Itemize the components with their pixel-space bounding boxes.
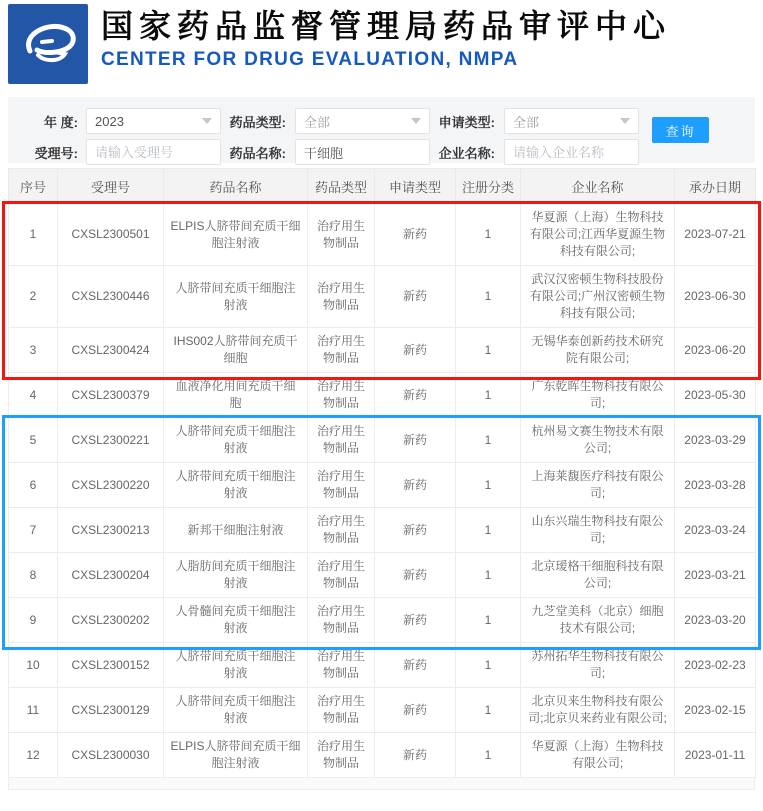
table-row[interactable] bbox=[9, 688, 756, 733]
cell-drug-type: 治疗用生物制品 bbox=[308, 328, 375, 373]
cell-index: 5 bbox=[9, 418, 58, 463]
apply-type-select[interactable] bbox=[504, 108, 639, 134]
cell-drug-type: 治疗用生物制品 bbox=[308, 204, 375, 266]
acceptance-no-label: 受理号: bbox=[34, 145, 78, 161]
drug-type-label: 药品类型: bbox=[229, 114, 286, 130]
cell-acceptance-no: CXSL2300152 bbox=[58, 643, 164, 688]
cell-drug-type: 治疗用生物制品 bbox=[308, 266, 375, 328]
cell-accept-date: 2023-03-28 bbox=[675, 463, 756, 508]
cell-apply-type: 新药 bbox=[375, 328, 456, 373]
cell-drug-type: 治疗用生物制品 bbox=[308, 688, 375, 733]
drug-type-select-value: 全部 bbox=[304, 114, 331, 130]
drug-type-select[interactable] bbox=[295, 108, 430, 134]
table-header-row bbox=[9, 169, 756, 204]
cell-reg-class: 1 bbox=[456, 373, 521, 418]
year-select-value: 2023 bbox=[95, 113, 124, 129]
cell-company: 北京瑷格干细胞科技有限公司; bbox=[521, 553, 675, 598]
cell-acceptance-no: CXSL2300129 bbox=[58, 688, 164, 733]
cell-drug-type: 治疗用生物制品 bbox=[308, 418, 375, 463]
cell-accept-date: 2023-01-11 bbox=[675, 733, 756, 778]
table-row[interactable] bbox=[9, 266, 756, 328]
cell-apply-type: 新药 bbox=[375, 204, 456, 266]
col-header-index: 序号 bbox=[9, 169, 58, 204]
cell-acceptance-no: CXSL2300379 bbox=[58, 373, 164, 418]
cell-drug-type: 治疗用生物制品 bbox=[308, 553, 375, 598]
cell-company: 上海莱馥医疗科技有限公司; bbox=[521, 463, 675, 508]
apply-type-select-value: 全部 bbox=[513, 114, 540, 130]
masthead-titles bbox=[101, 4, 671, 71]
cell-apply-type: 新药 bbox=[375, 373, 456, 418]
cell-index: 2 bbox=[9, 266, 58, 328]
results-table bbox=[8, 168, 756, 778]
cell-acceptance-no: CXSL2300424 bbox=[58, 328, 164, 373]
cell-drug-name: 新邦干细胞注射液 bbox=[164, 508, 308, 553]
col-header-reg-class: 注册分类 bbox=[456, 169, 521, 204]
chevron-down-icon bbox=[202, 118, 212, 124]
results-table-wrap bbox=[8, 168, 755, 778]
cell-apply-type: 新药 bbox=[375, 733, 456, 778]
cell-reg-class: 1 bbox=[456, 463, 521, 508]
cell-drug-name: 人脐带间充质干细胞注射液 bbox=[164, 266, 308, 328]
cell-index: 9 bbox=[9, 598, 58, 643]
cell-company: 杭州易文赛生物技术有限公司; bbox=[521, 418, 675, 463]
cell-apply-type: 新药 bbox=[375, 508, 456, 553]
table-row[interactable] bbox=[9, 553, 756, 598]
cell-company: 北京贝来生物科技有限公司;北京贝来药业有限公司; bbox=[521, 688, 675, 733]
cell-reg-class: 1 bbox=[456, 328, 521, 373]
cell-drug-name: 人脐带间充质干细胞注射液 bbox=[164, 418, 308, 463]
cell-accept-date: 2023-03-24 bbox=[675, 508, 756, 553]
company-name-input[interactable] bbox=[504, 139, 639, 165]
table-row[interactable] bbox=[9, 418, 756, 463]
apply-type-label: 申请类型: bbox=[438, 114, 495, 130]
cell-reg-class: 1 bbox=[456, 553, 521, 598]
table-row[interactable] bbox=[9, 508, 756, 553]
cell-drug-name: IHS002人脐带间充质干细胞 bbox=[164, 328, 308, 373]
table-row[interactable] bbox=[9, 328, 756, 373]
cell-drug-name: 血液净化用间充质干细胞 bbox=[164, 373, 308, 418]
cell-acceptance-no: CXSL2300220 bbox=[58, 463, 164, 508]
cell-drug-name: 人脐带间充质干细胞注射液 bbox=[164, 463, 308, 508]
cell-reg-class: 1 bbox=[456, 598, 521, 643]
cell-acceptance-no: CXSL2300213 bbox=[58, 508, 164, 553]
cell-reg-class: 1 bbox=[456, 688, 521, 733]
cde-logo[interactable] bbox=[8, 4, 88, 84]
cell-acceptance-no: CXSL2300221 bbox=[58, 418, 164, 463]
cell-reg-class: 1 bbox=[456, 418, 521, 463]
cell-index: 10 bbox=[9, 643, 58, 688]
col-header-drug-type: 药品类型 bbox=[308, 169, 375, 204]
cell-accept-date: 2023-03-29 bbox=[675, 418, 756, 463]
cell-acceptance-no: CXSL2300501 bbox=[58, 204, 164, 266]
cell-drug-name: 人脐带间充质干细胞注射液 bbox=[164, 643, 308, 688]
cell-company: 无锡华泰创新药技术研究院有限公司; bbox=[521, 328, 675, 373]
cell-reg-class: 1 bbox=[456, 204, 521, 266]
cell-accept-date: 2023-07-21 bbox=[675, 204, 756, 266]
search-row-1 bbox=[26, 108, 755, 134]
cell-index: 4 bbox=[9, 373, 58, 418]
cell-acceptance-no: CXSL2300204 bbox=[58, 553, 164, 598]
site-masthead bbox=[0, 0, 763, 97]
cell-company: 华夏源（上海）生物科技有限公司;江西华夏源生物科技有限公司; bbox=[521, 204, 675, 266]
chevron-down-icon bbox=[620, 118, 630, 124]
cell-index: 12 bbox=[9, 733, 58, 778]
cell-apply-type: 新药 bbox=[375, 598, 456, 643]
acceptance-no-input[interactable] bbox=[86, 139, 221, 165]
drug-name-input[interactable] bbox=[295, 139, 430, 165]
table-row[interactable] bbox=[9, 643, 756, 688]
cell-drug-type: 治疗用生物制品 bbox=[308, 463, 375, 508]
cell-acceptance-no: CXSL2300446 bbox=[58, 266, 164, 328]
cell-accept-date: 2023-06-30 bbox=[675, 266, 756, 328]
cell-drug-type: 治疗用生物制品 bbox=[308, 508, 375, 553]
table-row[interactable] bbox=[9, 598, 756, 643]
search-panel bbox=[8, 97, 755, 163]
site-title-cn: 国家药品监督管理局药品审评中心 bbox=[101, 8, 672, 44]
cell-drug-type: 治疗用生物制品 bbox=[308, 733, 375, 778]
cell-drug-name: ELPIS人脐带间充质干细胞注射液 bbox=[164, 204, 308, 266]
cell-drug-type: 治疗用生物制品 bbox=[308, 373, 375, 418]
chevron-down-icon bbox=[411, 118, 421, 124]
cell-apply-type: 新药 bbox=[375, 463, 456, 508]
company-name-label: 企业名称: bbox=[438, 145, 495, 161]
cell-apply-type: 新药 bbox=[375, 643, 456, 688]
cell-accept-date: 2023-05-30 bbox=[675, 373, 756, 418]
col-header-drug-name: 药品名称 bbox=[164, 169, 308, 204]
drug-name-label: 药品名称: bbox=[229, 145, 286, 161]
cell-reg-class: 1 bbox=[456, 733, 521, 778]
cell-drug-name: ELPIS人脐带间充质干细胞注射液 bbox=[164, 733, 308, 778]
cell-index: 7 bbox=[9, 508, 58, 553]
year-select[interactable] bbox=[86, 108, 221, 134]
cell-reg-class: 1 bbox=[456, 508, 521, 553]
cell-index: 3 bbox=[9, 328, 58, 373]
cell-company: 华夏源（上海）生物科技有限公司; bbox=[521, 733, 675, 778]
cell-apply-type: 新药 bbox=[375, 688, 456, 733]
search-button[interactable]: 查询 bbox=[652, 117, 709, 143]
cell-drug-type: 治疗用生物制品 bbox=[308, 643, 375, 688]
cell-index: 1 bbox=[9, 204, 58, 266]
col-header-company: 企业名称 bbox=[521, 169, 675, 204]
cell-accept-date: 2023-02-23 bbox=[675, 643, 756, 688]
cell-index: 6 bbox=[9, 463, 58, 508]
table-row[interactable] bbox=[9, 204, 756, 266]
cell-index: 11 bbox=[9, 688, 58, 733]
table-row[interactable] bbox=[9, 373, 756, 418]
table-row[interactable] bbox=[9, 733, 756, 778]
cell-company: 山东兴瑞生物科技有限公司; bbox=[521, 508, 675, 553]
cell-index: 8 bbox=[9, 553, 58, 598]
cell-company: 九芝堂美科（北京）细胞技术有限公司; bbox=[521, 598, 675, 643]
col-header-acceptance-no: 受理号 bbox=[58, 169, 164, 204]
site-title-en: CENTER FOR DRUG EVALUATION, NMPA bbox=[101, 49, 519, 70]
year-label: 年 度: bbox=[44, 114, 78, 130]
cell-company: 苏州拓华生物科技有限公司; bbox=[521, 643, 675, 688]
cell-reg-class: 1 bbox=[456, 266, 521, 328]
cell-drug-name: 人脐带间充质干细胞注射液 bbox=[164, 688, 308, 733]
search-row-2 bbox=[26, 139, 755, 165]
cell-acceptance-no: CXSL2300030 bbox=[58, 733, 164, 778]
cell-accept-date: 2023-06-20 bbox=[675, 328, 756, 373]
cell-apply-type: 新药 bbox=[375, 553, 456, 598]
cell-accept-date: 2023-03-21 bbox=[675, 553, 756, 598]
col-header-accept-date: 承办日期 bbox=[675, 169, 756, 204]
cell-acceptance-no: CXSL2300202 bbox=[58, 598, 164, 643]
cell-drug-type: 治疗用生物制品 bbox=[308, 598, 375, 643]
cell-apply-type: 新药 bbox=[375, 266, 456, 328]
cell-drug-name: 人脂肪间充质干细胞注射液 bbox=[164, 553, 308, 598]
cell-reg-class: 1 bbox=[456, 643, 521, 688]
cell-company: 广东乾晖生物科技有限公司; bbox=[521, 373, 675, 418]
table-row[interactable] bbox=[9, 463, 756, 508]
cell-apply-type: 新药 bbox=[375, 418, 456, 463]
col-header-apply-type: 申请类型 bbox=[375, 169, 456, 204]
partial-next-row bbox=[8, 778, 755, 790]
cell-accept-date: 2023-02-15 bbox=[675, 688, 756, 733]
logo-background bbox=[8, 4, 88, 84]
cell-company: 武汉汉密顿生物科技股份有限公司;广州汉密顿生物科技有限公司; bbox=[521, 266, 675, 328]
cell-accept-date: 2023-03-20 bbox=[675, 598, 756, 643]
cell-drug-name: 人骨髓间充质干细胞注射液 bbox=[164, 598, 308, 643]
